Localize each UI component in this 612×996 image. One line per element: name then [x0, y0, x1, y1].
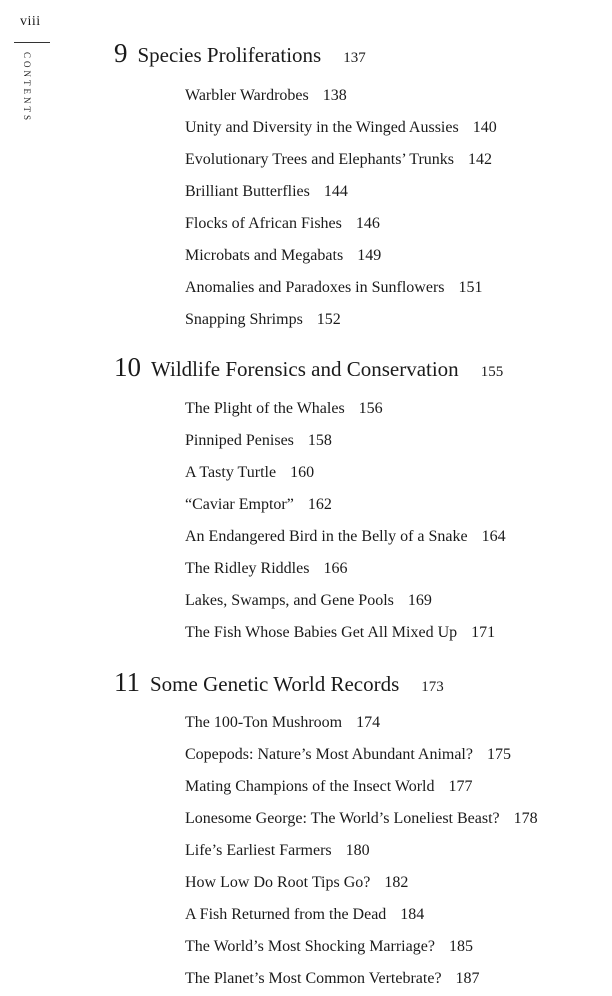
- section-page: 160: [290, 464, 315, 481]
- chapter-number: 10: [114, 352, 141, 382]
- section-page: 144: [323, 183, 348, 200]
- chapter-page: 155: [480, 364, 504, 380]
- section-entry: [185, 585, 506, 617]
- section-title: Brilliant Butterflies: [185, 183, 310, 200]
- section-title: Pinniped Penises: [185, 432, 294, 449]
- section-page: 152: [316, 311, 341, 328]
- section-page: 140: [472, 119, 497, 136]
- section-title: A Tasty Turtle: [185, 464, 277, 481]
- section-entry: [185, 963, 538, 995]
- section-page: 162: [307, 496, 332, 513]
- section-title: The World’s Most Shocking Marriage?: [185, 938, 435, 955]
- section-entry: [185, 208, 497, 240]
- section-entry: [185, 80, 497, 112]
- chapter-title: Wildlife Forensics and Conservation: [151, 357, 459, 381]
- section-title: Copepods: Nature’s Most Abundant Animal?: [185, 746, 473, 763]
- section-page: 171: [471, 624, 496, 641]
- section-entry: [185, 425, 506, 457]
- section-page: 158: [307, 432, 332, 449]
- section-entry: [185, 835, 538, 867]
- section-entry: [185, 931, 538, 963]
- section-entry: [185, 240, 497, 272]
- section-entry: [185, 707, 538, 739]
- section-entry: [185, 144, 497, 176]
- section-title: An Endangered Bird in the Belly of a Snake: [185, 528, 468, 545]
- section-entry: [185, 899, 538, 931]
- chapter-heading: [114, 352, 503, 383]
- section-page: 177: [448, 778, 473, 795]
- section-page: 146: [355, 215, 380, 232]
- section-page: 169: [407, 592, 432, 609]
- section-page: 151: [458, 279, 483, 296]
- section-entry: [185, 803, 538, 835]
- section-title: Unity and Diversity in the Winged Aussies: [185, 119, 459, 136]
- section-title: Anomalies and Paradoxes in Sunflowers: [185, 279, 445, 296]
- section-page: 187: [455, 970, 480, 987]
- section-title: Warbler Wardrobes: [185, 87, 309, 104]
- section-entry: [185, 272, 497, 304]
- section-entry: [185, 771, 538, 803]
- section-page: 166: [323, 560, 348, 577]
- section-entry: [185, 521, 506, 553]
- chapter-page: 173: [421, 679, 444, 695]
- section-page: 185: [448, 938, 473, 955]
- section-title: The Fish Whose Babies Get All Mixed Up: [185, 624, 458, 641]
- section-list: [185, 393, 506, 649]
- section-title: The 100-Ton Mushroom: [185, 714, 343, 731]
- section-page: 178: [513, 810, 538, 827]
- section-list: [185, 80, 497, 336]
- chapter-page: 137: [343, 50, 366, 66]
- section-page: 174: [356, 714, 381, 731]
- section-title: Snapping Shrimps: [185, 311, 303, 328]
- section-page: 142: [468, 151, 493, 168]
- chapter-heading: [114, 667, 444, 698]
- section-list: [185, 707, 538, 995]
- section-entry: [185, 739, 538, 771]
- section-title: A Fish Returned from the Dead: [185, 906, 387, 923]
- section-entry: [185, 617, 506, 649]
- chapter-number: 11: [114, 667, 140, 697]
- section-title: The Plight of the Whales: [185, 400, 345, 417]
- chapter-number: 9: [114, 38, 128, 68]
- chapter-title: Species Proliferations: [137, 43, 322, 67]
- section-page: 180: [345, 842, 370, 859]
- section-entry: [185, 553, 506, 585]
- section-page: 138: [322, 87, 347, 104]
- section-entry: [185, 393, 506, 425]
- section-title: “Caviar Emptor”: [185, 496, 294, 513]
- chapter-title: Some Genetic World Records: [150, 672, 400, 696]
- section-title: Lonesome George: The World’s Loneliest Beast?: [185, 810, 500, 827]
- section-entry: [185, 304, 497, 336]
- section-title: The Ridley Riddles: [185, 560, 310, 577]
- section-entry: [185, 489, 506, 521]
- chapter-heading: [114, 38, 366, 69]
- section-title: Mating Champions of the Insect World: [185, 778, 435, 795]
- section-title: Flocks of African Fishes: [185, 215, 342, 232]
- section-title: Life’s Earliest Farmers: [185, 842, 332, 859]
- section-page: 182: [384, 874, 409, 891]
- section-entry: [185, 457, 506, 489]
- section-page: 184: [400, 906, 425, 923]
- section-title: Lakes, Swamps, and Gene Pools: [185, 592, 394, 609]
- section-title: Microbats and Megabats: [185, 247, 344, 264]
- section-title: Evolutionary Trees and Elephants’ Trunks: [185, 151, 455, 168]
- header-rule: [14, 42, 50, 43]
- section-page: 156: [358, 400, 383, 417]
- section-page: 149: [357, 247, 382, 264]
- section-title: How Low Do Root Tips Go?: [185, 874, 371, 891]
- section-entry: [185, 112, 497, 144]
- page-number: viii: [20, 14, 41, 29]
- section-page: 175: [486, 746, 511, 763]
- section-page: 164: [481, 528, 506, 545]
- section-entry: [185, 176, 497, 208]
- running-head: CONTENTS: [22, 52, 32, 123]
- section-title: The Planet’s Most Common Vertebrate?: [185, 970, 442, 987]
- section-entry: [185, 867, 538, 899]
